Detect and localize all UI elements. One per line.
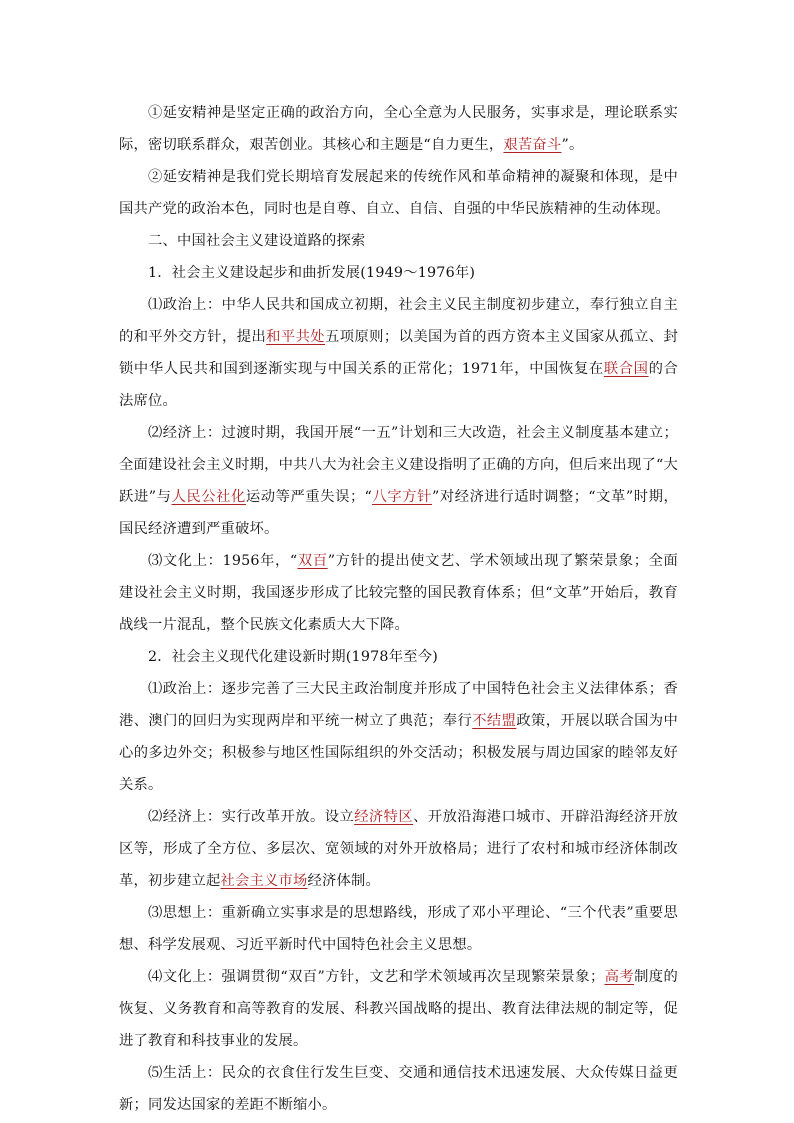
text-segment: ⑶文化上：1956年，“ (148, 553, 298, 569)
heading-text: 二、中国社会主义建设道路的探索 (148, 233, 366, 249)
subsection-heading-2 (119, 641, 678, 673)
text-segment: 运动等严重失误；“ (245, 489, 373, 505)
paragraph-life (119, 1057, 678, 1121)
paragraph-economy-1 (119, 417, 678, 545)
paragraph-culture-2 (119, 961, 678, 1057)
text-segment: ⑴政治上：中华人民共和国成立初期，社会主义民主制度初步建立，奉行独立自主的和平外交方针，提出 (119, 297, 678, 345)
subsection-heading-1 (119, 257, 678, 289)
text-segment: ”对经济进行适时调整；“文革”时期，国民经济遭到严重破坏。 (119, 489, 679, 537)
keyword-link[interactable]: 经济特区 (354, 809, 414, 825)
keyword-link[interactable]: 双百 (297, 553, 328, 569)
text-segment: ②延安精神是我们党长期培育发展起来的传统作风和革命精神的凝聚和体现，是中国共产党的政治本色，同时也是自尊、自立、自信、自强的中华民族精神的生动体现。 (119, 169, 678, 217)
paragraph-thought (119, 897, 678, 961)
text-segment: ⑶思想上：重新确立实事求是的思想路线，形成了邓小平理论、“三个代表”重要思想、科学发展观、习近平新时代中国特色社会主义思想。 (119, 905, 678, 953)
text-segment: ⑸生活上：民众的衣食住行发生巨变、交通和通信技术迅速发展、大众传媒日益更新；同发达国家的差距不断缩小。 (119, 1065, 678, 1113)
keyword-link[interactable]: 高考 (604, 969, 635, 985)
section-heading (119, 225, 678, 257)
text-segment: 经济体制。 (307, 873, 380, 889)
paragraph-politics-1 (119, 289, 678, 417)
text-segment: ①延安精神是坚定正确的政治方向，全心全意为人民服务，实事求是，理论联系实际，密切联系群众，艰苦创业。其核心和主题是“自力更生， (119, 105, 678, 153)
text-segment: 政策，开展以联合国为中心的多边外交；积极参与地区性国际组织的外交活动；积极发展与周边国家的睦邻友好关系。 (119, 713, 678, 793)
keyword-link[interactable]: 和平共处 (266, 329, 326, 345)
keyword-link[interactable]: 八字方针 (372, 489, 432, 505)
keyword-link[interactable]: 艰苦奋斗 (503, 137, 562, 153)
text-segment: ”方针的提出使文艺、学术领域出现了繁荣景象；全面建设社会主义时期，我国逐步形成了比较完整的国民教育体系；但“文革”开始后，教育战线一片混乱，整个民族文化素质大大下降。 (119, 553, 679, 633)
text-segment: ⑵经济上：实行改革开放。设立 (148, 809, 355, 825)
text-segment: ”。 (561, 137, 584, 153)
paragraph-yanan-spirit-2 (119, 161, 678, 225)
text-segment: 制度的恢复、义务教育和高等教育的发展、科教兴国战略的提出、教育法律法规的制定等，促进了教育和科技事业的发展。 (119, 969, 679, 1049)
text-segment: ⑴政治上：逐步完善了三大民主政治制度并形成了中国特色社会主义法律体系；香港、澳门的回归为实现两岸和平统一树立了典范；奉行 (119, 681, 678, 729)
paragraph-yanan-spirit-1 (119, 97, 678, 161)
text-segment: 的合法席位。 (119, 361, 678, 409)
paragraph-economy-2 (119, 801, 678, 897)
text-segment: ⑷文化上：强调贯彻“双百”方针，文艺和学术领域再次呈现繁荣景象； (148, 969, 605, 985)
text-segment: 、开放沿海港口城市、开辟沿海经济开放区等，形成了全方位、多层次、宽领域的对外开放格局；进行了农村和城市经济体制改革，初步建立起 (119, 809, 678, 889)
keyword-link[interactable]: 人民公社化 (171, 489, 246, 505)
keyword-link[interactable]: 不结盟 (472, 713, 517, 729)
text-segment: ⑵经济上：过渡时期，我国开展“一五”计划和三大改造，社会主义制度基本建立；全面建设社会主义时期，中共八大为社会主义建设指明了正确的方向，但后来出现了“大跃进”与 (119, 425, 678, 505)
paragraph-culture-1 (119, 545, 678, 641)
keyword-link[interactable]: 社会主义市场 (220, 873, 308, 889)
heading-text: 2．社会主义现代化建设新时期(1978年至今) (148, 649, 438, 665)
text-segment: 五项原则；以美国为首的西方资本主义国家从孤立、封锁中华人民共和国到逐渐实现与中国关系的正常化；1971年，中国恢复在 (119, 329, 678, 377)
paragraph-politics-2 (119, 673, 678, 801)
keyword-link[interactable]: 联合国 (603, 361, 649, 377)
heading-text: 1．社会主义建设起步和曲折发展(1949～1976年) (148, 265, 476, 281)
